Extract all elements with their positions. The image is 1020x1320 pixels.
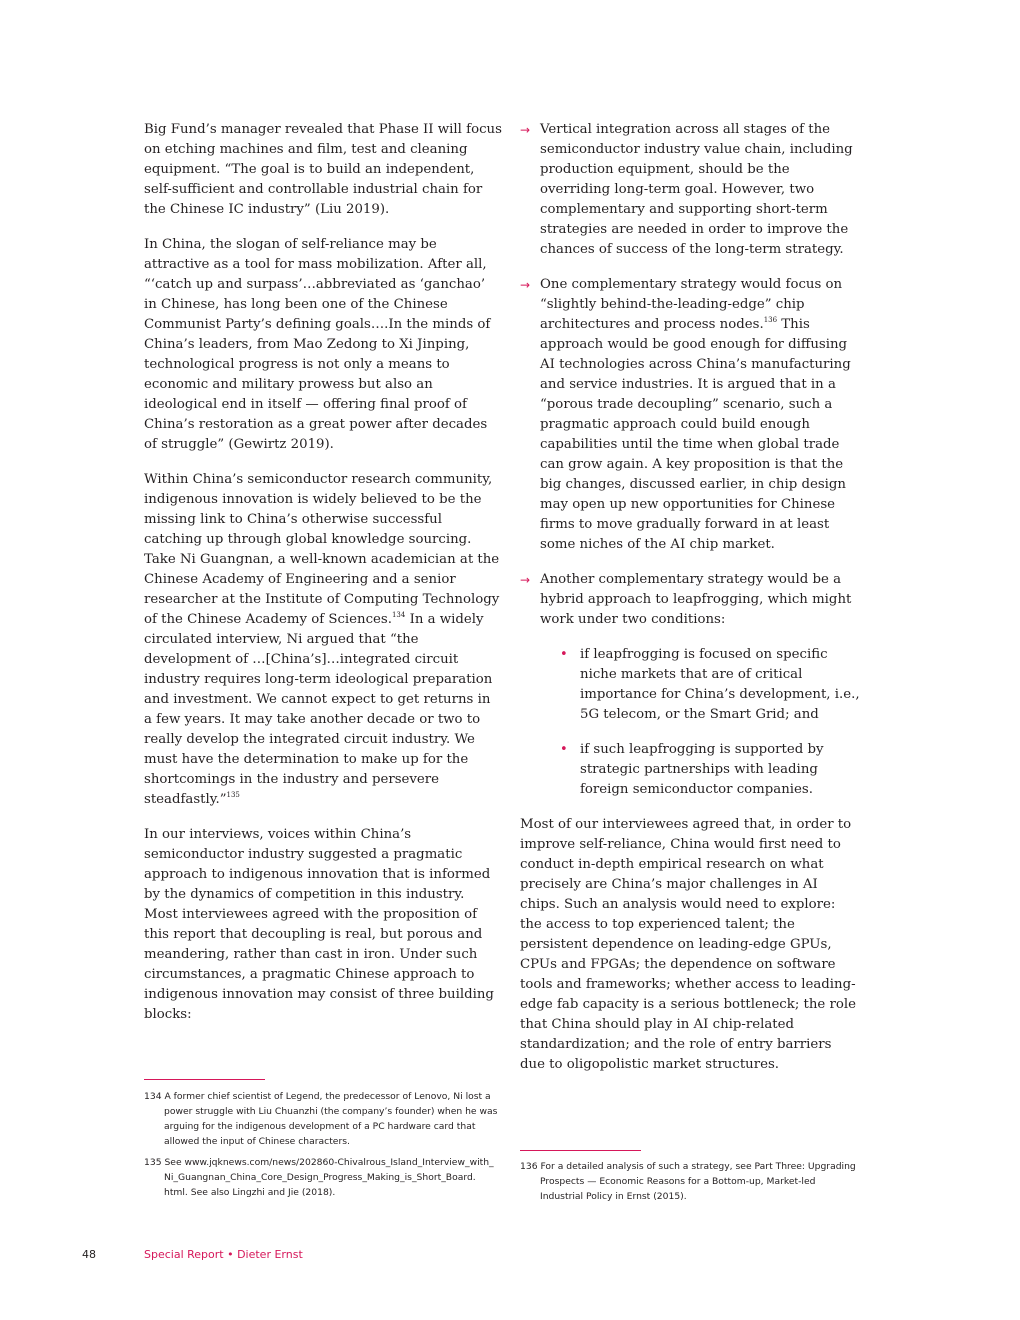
footnote-ref-136[interactable]: 136 (763, 316, 778, 324)
paragraph-big-fund: Big Fund’s manager revealed that Phase II will focus on etching machines and film, test and cleaning equipment. “The goal is to build an independent, self-sufficient and controllable industrial chain for the Chinese IC industry” (Liu 2019). (144, 122, 502, 217)
footnote-136: 136 For a detailed analysis of such a strategy, see Part Three: Upgrading Prospects — Economic Reasons for a Bottom-up, Market-led Industrial Policy in Ernst (2015). (520, 1161, 856, 1202)
footnote-135: 135 See www.jqknews.com/news/202860-Chivalrous_Island_Interview_with_ Ni_Guangnan_China_Core_Design_Progress_Making_is_Short_Board. html. See also Lingzhi and Jie (2018). (144, 1157, 494, 1198)
page-number: 48 (82, 1248, 96, 1261)
paragraph-our-interviews: In our interviews, voices within China’s semiconductor industry suggested a pragmatic approach to indigenous innovation that is informed by the dynamics of competition in this industry. Most interviewees agreed with the proposition of this report that decoupling is real, but porous and meandering, rather than cast in iron. Under such circumstances, a pragmatic Chinese approach to indigenous innovation may consist of three building blocks: (144, 827, 494, 1022)
bullet-text: Another complementary strategy would be a hybrid approach to leapfrogging, which might work under two conditions: (540, 572, 852, 627)
left-column (144, 120, 502, 1040)
footnote-ref-135[interactable]: 135 (226, 791, 240, 799)
bullet-text: Vertical integration across all stages of the semiconductor industry value chain, including production equipment, should be the overriding long-term goal. However, two complementary and supporting short-term strategies are needed in order to improve the chances of success of the long-term strategy. (540, 122, 853, 257)
subbullet-text: if leapfrogging is focused on specific niche markets that are of critical importance for China’s development, i.e., 5G telecom, or the Smart Grid; and (580, 647, 860, 722)
arrow-right-icon: → (520, 573, 531, 587)
subbullet-partnerships (520, 740, 860, 800)
bullet-dot-icon: • (560, 647, 568, 662)
bullet-complementary-strategy (520, 275, 860, 555)
arrow-right-icon: → (520, 123, 531, 137)
bullet-text-continued: This approach would be good enough for diffusing AI technologies across China’s manufacturing and service industries. It is argued that in a “porous trade decoupling” scenario, such a pragmatic approach could build enough capabilities until the time when global trade can grow again. A key proposition is that the big changes, discussed earlier, in chip design may open up new opportunities for Chinese firms to move gradually forward in at least some niches of the AI chip market. (540, 317, 851, 552)
footnotes-right (520, 1159, 860, 1210)
paragraph-self-reliance: In China, the slogan of self-reliance may be attractive as a tool for mass mobilization. After all, “‘catch up and surpass’…abbreviated as ‘ganchao’ in Chinese, has long been one of the Chinese Communist Party’s defining goals….In the minds of China’s leaders, from Mao Zedong to Xi Jinping, technological progress is not only a means to economic and military prowess but also an ideological end in itself — offering final proof of China’s restoration as a great power after decades of struggle” (Gewirtz 2019). (144, 237, 491, 452)
paragraph-research-community-text: Within China’s semiconductor research community, indigenous innovation is widely believed to be the missing link to China’s otherwise successful catching up through global knowledge sourcing. Take Ni Guangnan, a well-known academician at the Chinese Academy of Engineering and a senior researcher at the Institute of Computing Technology of the Chinese Academy of Sciences. (144, 472, 500, 627)
footnote-divider-left (144, 1079, 265, 1080)
right-column (520, 120, 860, 1090)
running-title: Special Report • Dieter Ernst (144, 1248, 303, 1261)
footnotes-left (144, 1089, 502, 1206)
bullet-hybrid-leapfrogging (520, 570, 860, 630)
footnote-divider-right (520, 1150, 641, 1151)
paragraph-research-community (144, 470, 502, 810)
bullet-dot-icon: • (560, 742, 568, 757)
bullet-vertical-integration (520, 120, 860, 260)
paragraph-closing: Most of our interviewees agreed that, in order to improve self-reliance, China would first need to conduct in-depth empirical research on what precisely are China’s major challenges in AI chips. Such an analysis would need to explore: the access to top experienced talent; the persistent dependence on leading-edge GPUs, CPUs and FPGAs; the dependence on software tools and frameworks; whether access to leading-edge fab capacity is a serious bottleneck; the role that China should play in AI chip-related standardization; and the role of entry barriers due to oligopolistic market structures. (520, 817, 857, 1072)
bullet-text: One complementary strategy would focus on “slightly behind-the-leading-edge” chip architectures and process nodes. (540, 277, 843, 332)
footnote-ref-134[interactable]: 134 (391, 611, 406, 619)
subbullet-niche-markets (520, 645, 860, 725)
paragraph-ni-interview-text: In a widely circulated interview, Ni argued that “the development of …[China’s]…integrated circuit industry requires long-term ideological preparation and investment. We cannot expect to get returns in a few years. It may take another decade or two to really develop the integrated circuit industry. We must have the determination to make up for the shortcomings in the industry and persevere steadfastly.” (144, 612, 493, 807)
footnote-134: 134 A former chief scientist of Legend, the predecessor of Lenovo, Ni lost a power struggle with Liu Chuanzhi (the company’s founder) when he was arguing for the indigenous development of a PC hardware card that allowed the input of Chinese characters. (144, 1091, 498, 1147)
subbullet-text: if such leapfrogging is supported by strategic partnerships with leading foreign semiconductor companies. (580, 742, 824, 797)
arrow-right-icon: → (520, 278, 531, 292)
